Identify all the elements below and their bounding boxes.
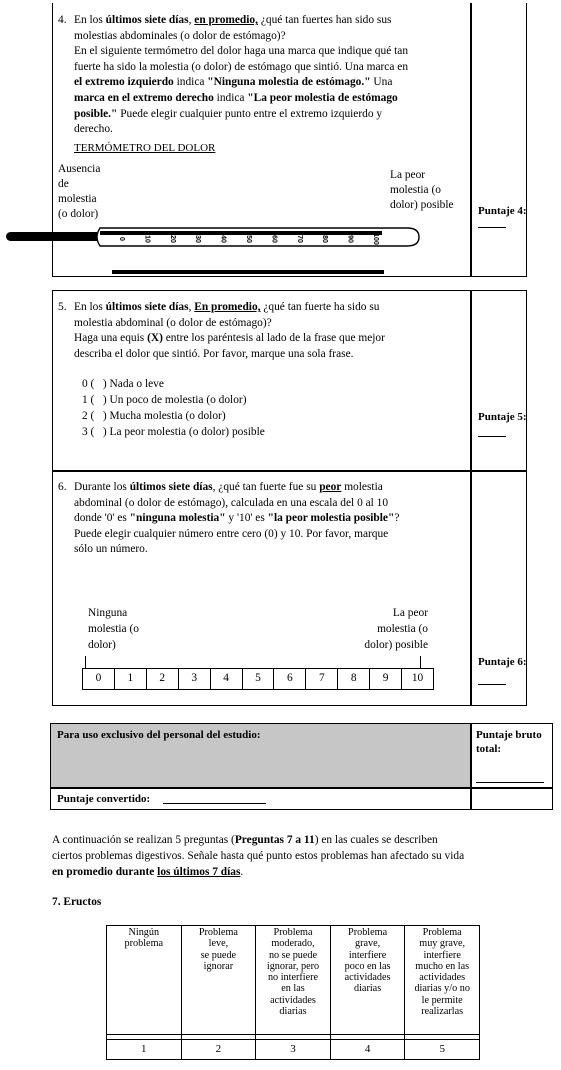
scale-cell[interactable]: 1 [114,669,146,689]
left-anchor-line: molestia [58,193,97,205]
q6-emphasis: "la peor molestia posible" [267,512,395,525]
q6-emphasis: "ninguna molestia" [129,512,226,525]
thermometer-tick-label: 50 [245,235,252,243]
pain-scale-0-10 [82,668,434,690]
thermometer-tick-label: 40 [219,235,227,243]
severity-label-line: se puede [200,949,237,961]
thermometer-base-bar [112,270,384,274]
question-6-line-4: Puede elegir cualquier número entre cero (0) y 10. Por favor, marque [74,527,389,540]
scale-right-anchor [355,605,428,653]
intro-text: ) en las cuales se describen [314,834,438,846]
q6-text: , ¿qué tan fuerte fue su [212,481,320,493]
severity-label-line: actividades [344,972,391,984]
question-5-line-4: describa el dolor que sintió. Por favor, marque una sola frase. [74,347,354,360]
intro-text: A continuación se realizan 5 preguntas ( [52,834,235,846]
scale-left-anchor [88,605,139,653]
severity-label-line: le permite [421,994,463,1006]
option-label: Mucha molestia (o dolor) [109,410,226,422]
question-5-line-2: molestia abdominal (o dolor de estómago)? [74,316,272,329]
right-anchor-line: molestia (o [390,184,441,196]
question-4-line-3: En el siguiente termómetro del dolor haga una marca que indique qué tan [74,45,409,58]
question-7-severity-table [106,925,480,1060]
q6-emphasis: peor [319,481,342,493]
intro-line-2: ciertos problemas digestivos. Señale hasta qué punto estos problemas han afectado su vida [52,850,465,862]
thermometer-title: TERMÓMETRO DEL DOLOR [74,142,216,154]
q4-emphasis: "Ninguna molestia de estómago." [207,76,371,89]
q4-emphasis: últimos siete días [105,14,189,26]
q6-emphasis: últimos siete días [129,481,213,493]
scale-cell[interactable]: 10 [401,669,433,689]
severity-label-line: moderado, [271,938,315,950]
severity-value-cell[interactable]: 2 [181,1040,256,1060]
question-4-number: 4. [58,14,67,26]
thermometer-left-anchor [58,162,100,222]
right-anchor-line: La peor [390,169,426,181]
q6-text: molestia [341,481,383,493]
question-4-line-7 [74,107,466,123]
q4-emphasis: posible." [74,107,118,120]
left-anchor-line: Ninguna [88,607,128,619]
right-anchor-line: molestia (o [377,623,428,635]
score-column-divider-q5-6 [470,290,472,706]
question-6-number: 6. [58,481,67,493]
severity-value-cell[interactable]: 4 [330,1040,405,1060]
q4-text: , [188,14,195,26]
scale-left-tick [85,656,86,668]
question-6-text [74,480,466,558]
option-value: 2 [82,410,91,422]
severity-value-cell[interactable]: 5 [405,1040,480,1060]
thermometer-tick-label: 80 [321,235,329,243]
left-anchor-line: (o dolor) [58,208,99,220]
q4-emphasis: en promedio, [194,14,258,26]
q4-text: Una [370,76,393,89]
thermometer-right-anchor [390,168,454,213]
thermometer-tick-label: 10 [143,235,151,243]
question-4-line-6 [74,91,466,107]
scale-cell[interactable]: 2 [146,669,178,689]
severity-label-line: leve, [208,938,229,950]
q5-emphasis: últimos siete días [105,301,189,313]
severity-label-line: no se puede [268,949,318,961]
severity-label-line: muy grave, [419,938,466,950]
q5-emphasis: (X) [147,332,163,345]
scale-cell[interactable]: 7 [305,669,337,689]
severity-value-cell[interactable]: 3 [256,1040,331,1060]
q6-text: donde '0' es [74,512,130,525]
scale-right-tick [420,656,421,668]
raw-total-blank[interactable] [476,782,544,783]
q5-emphasis: En promedio, [194,301,261,313]
raw-total-label [476,728,542,756]
option-label: La peor molestia (o dolor) posible [109,426,265,438]
score-column-divider-q4 [470,3,472,276]
severity-label-line: diarias [354,983,382,995]
option-value: 1 [82,394,91,406]
severity-label-line: Problema [273,927,313,938]
scale-cell[interactable]: 5 [242,669,274,689]
score-4-label: Puntaje 4: [478,205,527,217]
severity-label-line: Problema [198,927,238,938]
question-4-line-1 [74,13,466,29]
right-anchor-line: La peor [392,607,428,619]
right-anchor-line: dolor) posible [390,199,454,211]
question-5-text [74,300,466,362]
severity-label-line: interfiere [423,949,461,961]
severity-label-cell [256,926,331,1035]
thermometer-tick-label: 30 [194,235,202,243]
question-5-6-separator [52,470,527,472]
severity-label-line: diarias y/o no [414,983,470,995]
thermometer-mercury [100,231,382,235]
question-5-number: 5. [58,301,67,313]
question-6-line-3 [74,511,466,527]
intro-emphasis: los últimos 7 días [157,866,241,878]
severity-label-line: diarias [279,1006,307,1018]
staff-row-divider [50,787,553,789]
option-row[interactable] [82,376,265,392]
left-anchor-line: molestia (o [88,623,139,635]
severity-label-cell [405,926,480,1035]
left-anchor-line: dolor) [88,639,116,651]
option-value: 0 [82,378,91,390]
q4-text: indica [173,76,208,89]
question-5-options [82,376,265,440]
severity-label-cell [181,926,256,1035]
q4-text: En los [74,14,106,26]
scale-cell[interactable]: 4 [210,669,242,689]
option-checkbox[interactable]: ( ) [90,410,110,422]
q4-emphasis: marca en el extremo derecho [74,91,214,104]
thermometer-tick-label: 90 [346,235,354,243]
severity-label-line: ignorar [203,960,234,972]
thermometer-tick-label: 0 [118,237,125,241]
score-6-blank[interactable] [478,684,506,685]
q5-text: entre los paréntesis al lado de la frase que mejor [162,332,385,345]
scale-cell[interactable]: 6 [273,669,305,689]
thermometer-tick-label: 20 [168,235,176,243]
option-checkbox[interactable]: ( ) [90,378,110,390]
intro-line-3 [52,864,550,880]
option-row[interactable] [82,408,265,424]
q4-emphasis: el extremo izquierdo [74,76,174,89]
severity-label-line: interfiere [348,949,387,961]
option-row[interactable] [82,424,265,440]
q4-text: ¿qué tan fuertes han sido sus [257,14,392,26]
severity-label-line: problema [124,938,164,950]
intro-text: . [240,866,244,878]
raw-total-label-line: total: [476,743,502,755]
right-anchor-line: dolor) posible [364,639,428,651]
scale-cell[interactable]: 0 [95,672,102,684]
question-5-line-1 [74,300,466,316]
intro-paragraph [52,832,550,880]
scale-cell[interactable]: 8 [337,669,369,689]
option-checkbox[interactable]: ( ) [90,394,110,406]
score-4-blank[interactable] [478,227,506,228]
severity-label-line: no interfiere [267,972,319,984]
left-anchor-line: de [58,178,69,190]
staff-column-divider [470,723,472,810]
score-6-label: Puntaje 6: [478,656,527,668]
severity-label-cell [330,926,405,1035]
option-value: 3 [82,426,91,438]
question-4-line-8: derecho. [74,123,113,136]
severity-label-line: actividades [270,994,316,1006]
q4-text: Puede elegir cualquier punto entre el extremo izquierdo y [117,107,383,120]
question-6-line-1 [74,480,466,496]
thermometer-tick-label: 60 [270,235,278,243]
severity-label-line: actividades [419,972,466,984]
severity-label-line: mucho en las [415,960,470,972]
severity-label-line: ignorar, pero [266,960,320,972]
left-anchor-line: Ausencia [58,163,101,175]
q4-text: indica [213,91,248,104]
q6-text: Durante los [74,481,130,493]
intro-emphasis: Preguntas 7 a 11 [234,834,315,846]
question-6-line-5: sólo un número. [74,543,148,556]
severity-label-line: grave, [354,938,381,950]
converted-score-label: Puntaje convertido: [57,793,151,805]
thermometer-tick-label: 70 [295,235,303,243]
q5-text: , [188,301,195,313]
severity-label-line: Problema [422,927,462,938]
severity-label-line: realizarlas [421,1006,464,1018]
question-6-line-2: abdominal (o dolor de estómago), calculada en una escala del 0 al 10 [74,496,389,509]
intro-emphasis: en promedio durante [52,866,155,878]
q5-text: En los [74,301,106,313]
severity-label-cell [107,926,182,1035]
option-row[interactable] [82,392,265,408]
staff-use-label: Para uso exclusivo del personal del estudio: [57,729,261,741]
pain-thermometer[interactable] [4,222,424,252]
q6-text: y '10' es [225,512,268,525]
severity-label-line: Ningún [128,927,160,938]
severity-values-row [107,1040,480,1060]
scale-cell[interactable]: 9 [369,669,401,689]
severity-value-cell[interactable]: 1 [107,1040,182,1060]
q4-emphasis: "La peor molestia de estómago [247,91,398,104]
option-label: Nada o leve [109,378,164,390]
intro-line-1 [52,832,550,848]
option-label: Un poco de molestia (o dolor) [109,394,247,406]
raw-total-label-line: Puntaje bruto [476,729,542,741]
q6-text: ? [394,512,400,525]
score-5-label: Puntaje 5: [478,411,527,423]
score-5-blank[interactable] [478,436,506,437]
severity-labels-row [107,926,480,1035]
severity-label-line: poco en las [344,960,391,972]
question-4-text [74,13,466,138]
option-checkbox[interactable]: ( ) [90,426,110,438]
converted-score-blank[interactable] [163,803,266,804]
question-4-line-5 [74,75,466,91]
scale-cell[interactable]: 3 [178,669,210,689]
q5-text: ¿qué tan fuerte ha sido su [260,301,380,313]
severity-label-line: en las [281,983,305,995]
q5-text: Haga una equis [74,332,148,345]
question-4-line-4: fuerte ha sido la molestia (o dolor) de estómago que sintió. Una marca en [74,60,409,73]
severity-label-line: Problema [348,927,388,938]
question-4-line-2: molestias abdominales (o dolor de estómago)? [74,29,286,42]
question-5-line-3 [74,331,466,347]
thermometer-tick-label: 100 [372,233,379,245]
question-7-title: 7. Eructos [52,896,102,908]
